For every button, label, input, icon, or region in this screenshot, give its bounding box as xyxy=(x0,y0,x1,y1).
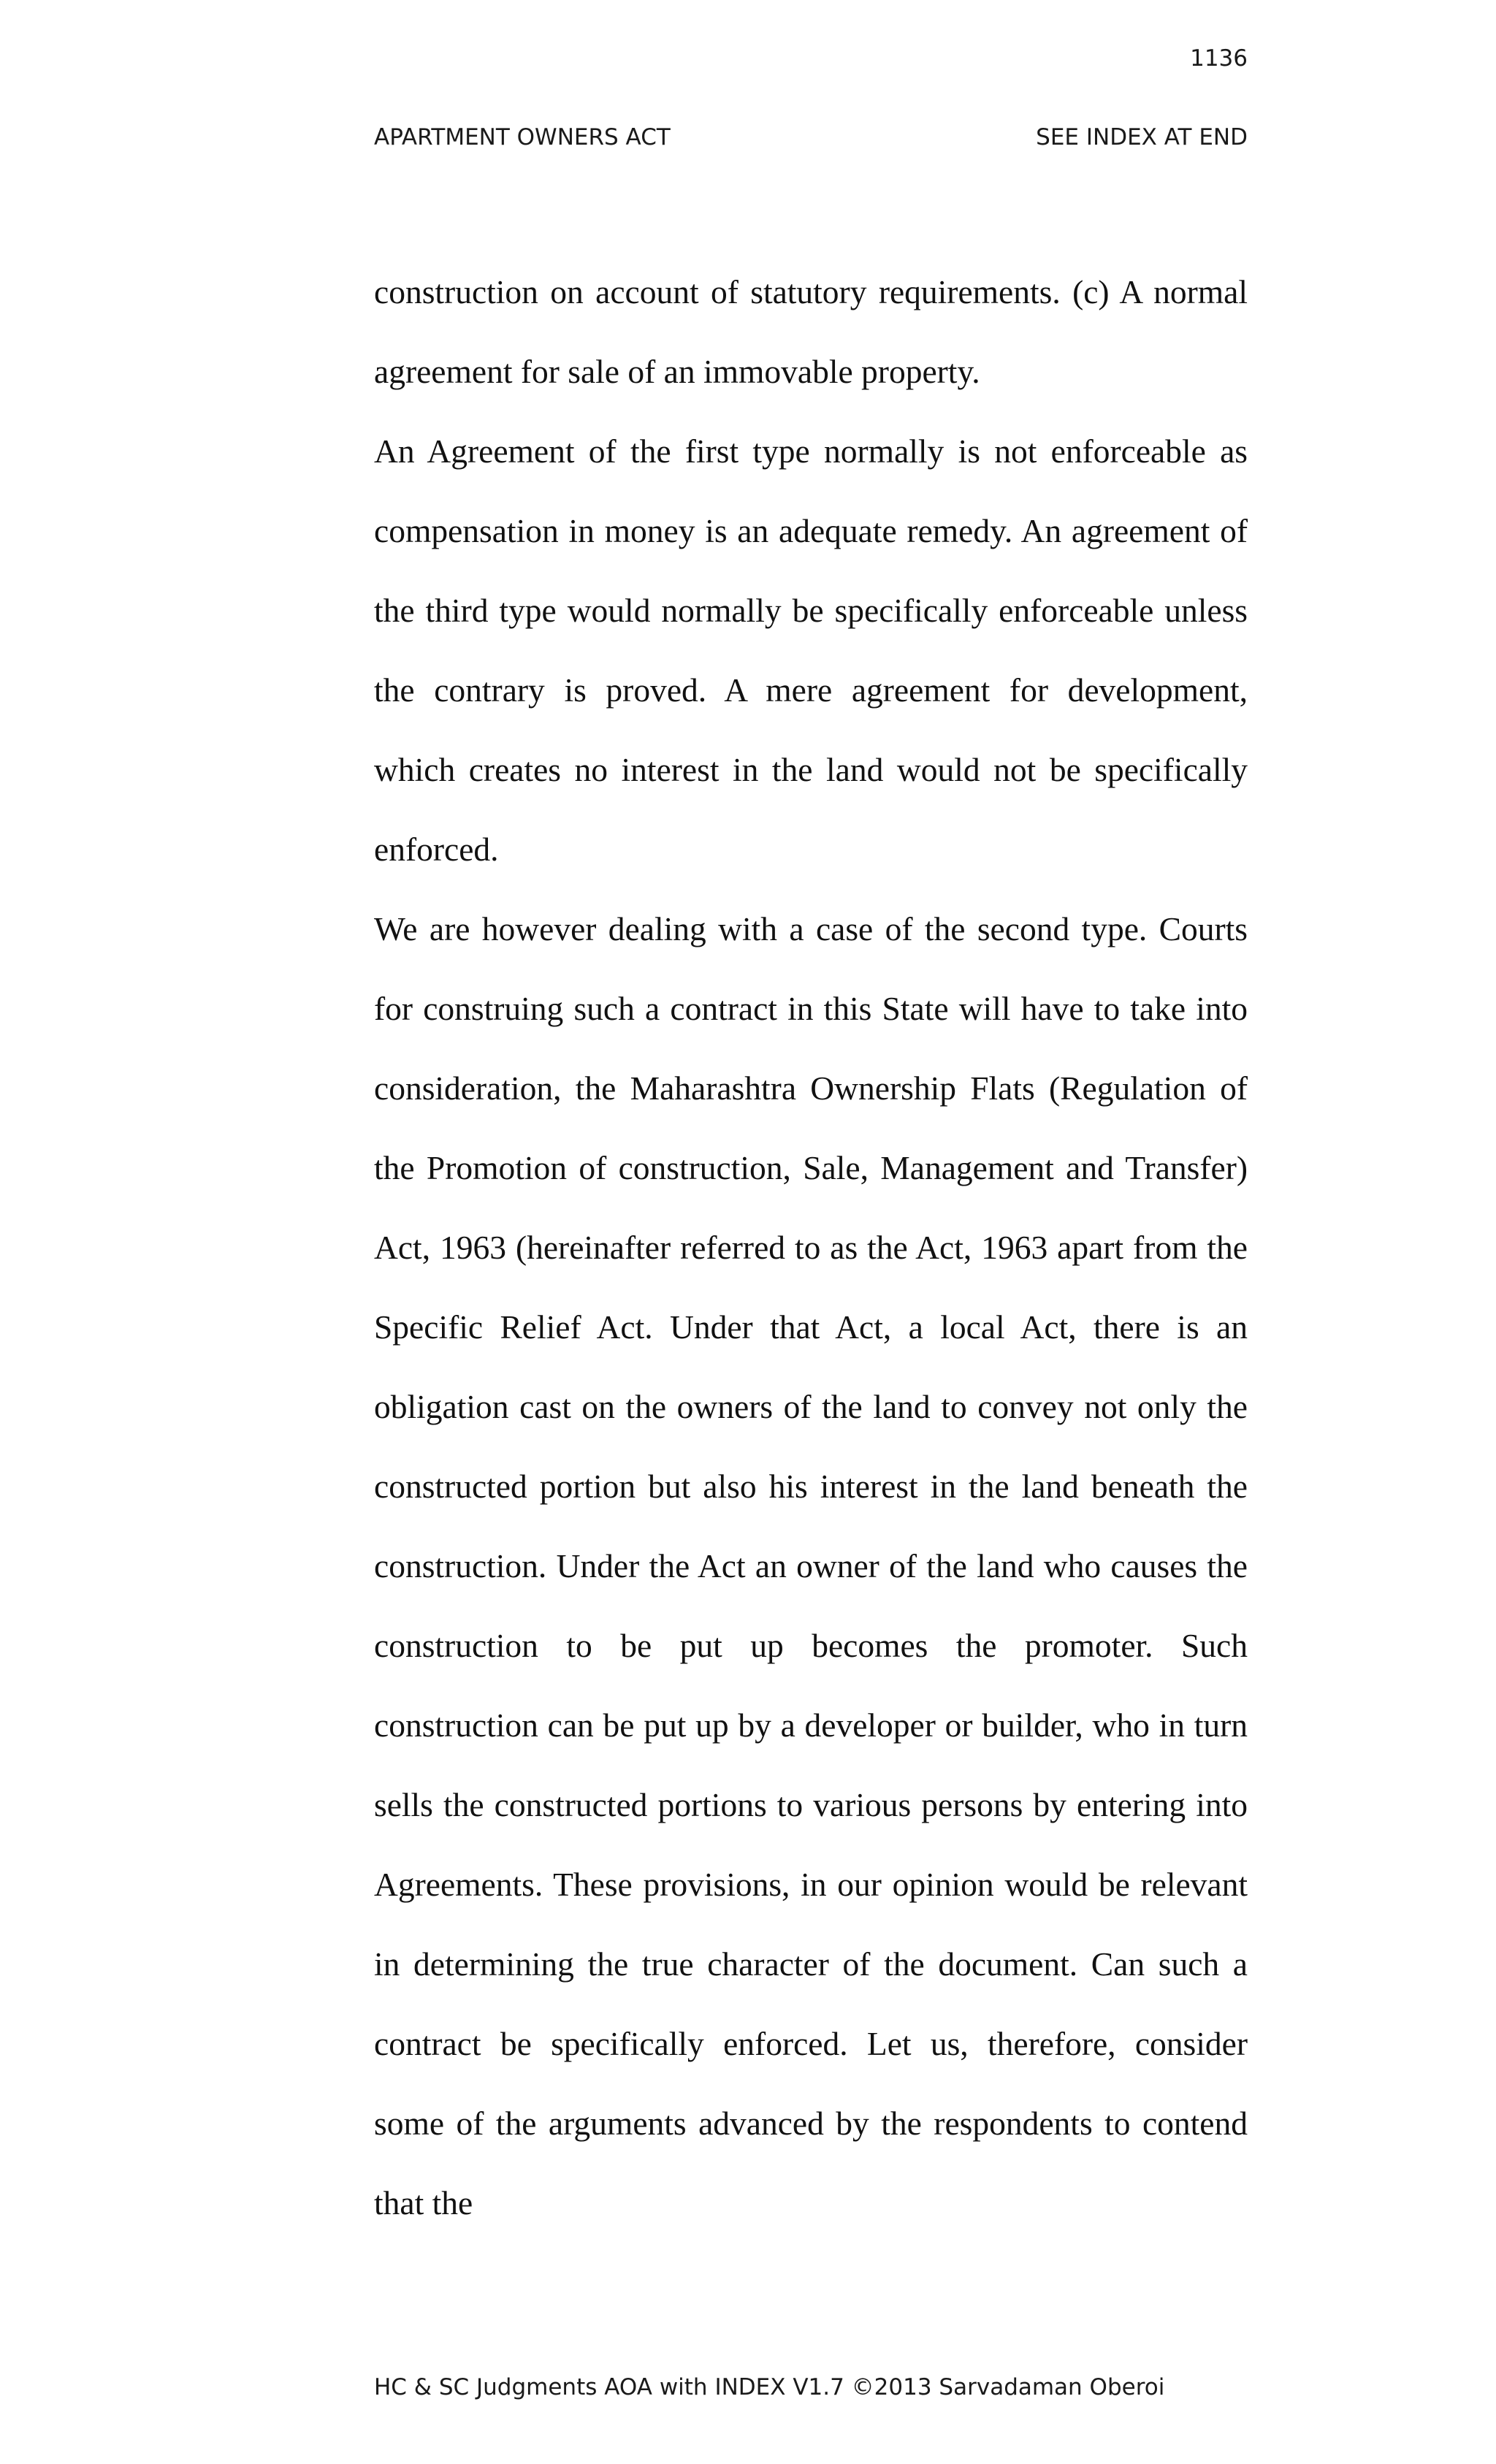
running-header-title: APARTMENT OWNERS ACT xyxy=(374,124,671,150)
page-number: 1136 xyxy=(1190,45,1248,72)
running-header-index-note: SEE INDEX AT END xyxy=(1036,124,1248,150)
paragraph-3: We are however dealing with a case of the second type. Courts for construing such a contract in this State will have to take into consideration, the Maharashtra Ownership Flats (Regulation of the Promotion of construction, Sale, Management and Transfer) Act, 1963 (hereinafter referred to as the Act, 1963 apart from the Specific Relief Act. Under that Act, a local Act, there is an obligation cast on the owners of the land to convey not only the constructed portion but also his interest in the land beneath the construction. Under the Act an owner of the land who causes the construction to be put up becomes the promoter. Such construction can be put up by a developer or builder, who in turn sells the constructed portions to various persons by entering into Agreements. These provisions, in our opinion would be relevant in determining the true character of the document. Can such a contract be specifically enforced. Let us, therefore, consider some of the arguments advanced by the respondents to contend that the xyxy=(374,910,1248,2221)
paragraph-2: An Agreement of the first type normally is not enforceable as compensation in money is an adequate remedy. An agreement of the third type would normally be specifically enforceable unless the contrary is proved. A mere agreement for development, which creates no interest in the land would not be specifically enforced. xyxy=(374,432,1248,868)
page-footer: HC & SC Judgments AOA with INDEX V1.7 ©2013 Sarvadaman Oberoi xyxy=(374,2374,1165,2400)
body-text xyxy=(374,252,1248,2243)
paragraph-1: construction on account of statutory requirements. (c) A normal agreement for sale of an immovable property. xyxy=(374,273,1248,390)
